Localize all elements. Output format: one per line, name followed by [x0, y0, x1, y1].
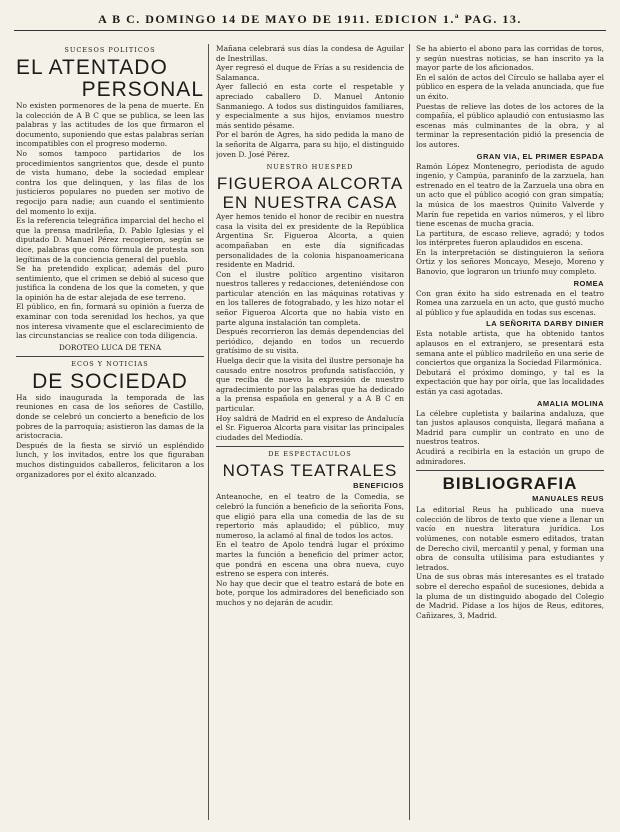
article-paragraph: Esta notable artista, que ha obtenido tantos aplausos en el extranjero, se presentará esta semana ante el público madrileño en una serie de conciertos que organiza la Sociedad Filarmónica. [416, 329, 604, 368]
subhead: MANUALES REUS [532, 494, 604, 504]
article-paragraph: En la interpretación se distinguieron la señora Ortiz y los señores Moncayo, Mesejo, Moreno y Banovio, que lograron un triunfo muy completo. [416, 247, 604, 277]
divider [416, 470, 604, 471]
article-paragraph: En el salón de actos del Círculo se hallaba ayer el público en espera de la velada anunciada, que fue un éxito. [416, 72, 604, 101]
article-paragraph: Mañana celebrará sus días la condesa de Aguilar de Inestrillas. [216, 44, 404, 63]
divider [216, 446, 404, 447]
article-paragraph: Con el ilustre político argentino visitaron nuestros talleres y redacciones, deteniéndose con particular atención en las máquinas rotativas y en los talleres de fotograbado, y les hizo notar el señor Figueroa Alcorta que no había visto en parte alguna instalación tan completa. [216, 269, 404, 327]
article-paragraph: Se ha abierto el abono para las corridas de toros, y según nuestras noticias, se han inscrito ya la mayor parte de los aficionados. [416, 44, 604, 73]
article-paragraph: No hay que decir que el teatro estará de bote en bote, porque los admiradores del beneficiado son muchos y no dejarán de acudir. [216, 578, 404, 607]
article-paragraph: Es la referencia telegráfica imparcial del hecho el que la prensa madrileña, D. Pablo Iglesias y el diputado D. Manuel Pérez recogieron, según se dice, palabras que como fórmula de protesta son legítimas de la conciencia general del pueblo. [16, 216, 204, 264]
column-divider [208, 44, 209, 820]
article-paragraph: Ramón López Montenegro, periodista de agudo ingenio, y Campúa, paraninfo de la zarzuela, han estrenado en el teatro de la Zarzuela una obra en un acto que el público acogió con gran simpatía; la música de los maestros Quinito Valverde y Marín fue repetida en varios números, y el libro tiene escenas de mucha gracia. [416, 161, 604, 229]
subhead: ROMEA [573, 278, 604, 288]
article-paragraph: El público, en fin, formará su opinión a fuerza de examinar con toda serenidad los hechos, ya que nos interesa vivamente que el esclarecimiento de las circunstancias se realice con toda diligencia. [16, 302, 204, 341]
article-paragraph: La célebre cupletista y bailarina andaluza, que tan justos aplausos conquista, llegará mañana a Madrid para cumplir un contrato en uno de nuestros teatros. [416, 408, 604, 447]
headline: BIBLIOGRAFIA [442, 474, 578, 494]
headline: PERSONAL [81, 78, 204, 101]
subhead: AMALIA MOLINA [536, 398, 604, 408]
subhead: GRAN VIA, EL PRIMER ESPADA [476, 151, 604, 161]
article-paragraph: Después recorrieron las demás dependencias del periódico, dejando en todos un recuerdo gratísimo de su visita. [216, 327, 404, 356]
article-paragraph: La partitura, de escaso relieve, agradó; y todos los intérpretes fueron aplaudidos en escena. [416, 228, 604, 248]
signature: DOROTEO LUCA DE TENA [58, 342, 162, 352]
article-paragraph: Con gran éxito ha sido estrenada en el teatro Romea una zarzuela en un acto, que gustó mucho al público y fue aplaudida en todas sus escenas. [416, 288, 604, 317]
article-paragraph: La editorial Reus ha publicado una nueva colección de libros de texto que viene a llenar un vacío en nuestra literatura jurídica. Los volúmenes, con notable esmero editados, tratan de Derecho civil, mercantil y penal, y forman una obra de consulta utilísima para estudiantes y letrados. [416, 505, 604, 572]
article-paragraph: En el teatro de Apolo tendrá lugar el próximo martes la función a beneficio del primer actor, que pondrá en escena una obra nueva, cuyo estreno se espera con interés. [216, 540, 404, 579]
kicker: ECOS Y NOTICIAS [71, 359, 149, 368]
article-paragraph: Ha sido inaugurada la temporada de las reuniones en casa de los señores de Castillo, donde se celebró un concierto a beneficio de los pobres de la parroquia; asistieron las damas de la aristocracia. [16, 392, 204, 441]
headline: EN NUESTRA CASA [222, 193, 398, 213]
kicker: NUESTRO HUESPED [266, 163, 354, 172]
article-paragraph: Acudirá a recibirla en la estación un grupo de admiradores. [416, 446, 604, 466]
article-paragraph: Huelga decir que la visita del ilustre personaje ha causado entre nosotros profunda satisfacción, y que reciba de nuevo la expresión de nuestro agradecimiento por las palabras que ha dedicado a la prensa española en general y a A B C en particular. [216, 356, 404, 413]
article-paragraph: Debutará el próximo domingo, y tal es la expectación que hay por oírla, que las localidades están ya casi agotadas. [416, 367, 604, 396]
column-divider [409, 44, 410, 820]
article-paragraph: Después de la fiesta se sirvió un espléndido lunch, y los invitados, entre los que figuraban muchos distinguidos caballeros, felicitaron a los organizadores por el éxito alcanzado. [16, 440, 204, 479]
headline: EL ATENTADO [16, 56, 168, 79]
article-paragraph: Ayer regresó el duque de Frías a su residencia de Salamanca. [216, 63, 404, 82]
left-column [16, 44, 204, 822]
page-header: A B C. DOMINGO 14 DE MAYO DE 1911. EDICION 1.ª PAG. 13. [98, 12, 522, 26]
middle-column [216, 44, 404, 822]
headline: NOTAS TEATRALES [222, 461, 398, 481]
header-rule [14, 30, 606, 31]
article-paragraph: Ayer hemos tenido el honor de recibir en nuestra casa la visita del ex presidente de la República Argentina Sr. Figueroa Alcorta, a quien acompañaban en este día significadas personalidades de la colonia hispanoamericana residente en Madrid. [216, 212, 404, 270]
subhead: LA SEÑORITA DARBY DINIER [486, 319, 604, 329]
right-column [416, 44, 604, 822]
article-paragraph: Por el barón de Agres, ha sido pedida la mano de la señorita de Algarra, para su hijo, el distinguido joven D. José Pérez. [216, 130, 404, 159]
subhead: BENEFICIOS [353, 481, 404, 491]
article-paragraph: Puestas de relieve las dotes de los actores de la compañía, el público aplaudió con entusiasmo las escenas más culminantes de la obra, y al terminar la representación pidió la presencia de los autores. [416, 101, 604, 149]
kicker: DE ESPECTACULOS [268, 450, 352, 459]
article-paragraph: Hoy saldrá de Madrid en el expreso de Andalucía el Sr. Figueroa Alcorta para visitar las principales ciudades del Mediodía. [216, 413, 404, 442]
article-paragraph: Una de sus obras más interesantes es el tratado sobre el derecho español de sucesiones, debida a la pluma de un distinguido abogado del Colegio de Madrid. Pídase a los hijos de Reus, editores, Cañizares, 3, Madrid. [416, 572, 604, 620]
headline: FIGUEROA ALCORTA [216, 174, 404, 194]
article-paragraph: Anteanoche, en el teatro de la Comedia, se celebró la función a beneficio de la señorita Fons, que eligió para ella una comedia de las de su repertorio más aplaudido; el público, muy numeroso, la aclamó al final de todos los actos. [216, 492, 404, 540]
article-paragraph: Se ha pretendido explicar, además del puro sentimiento, que el crimen se debió al suceso que justifica la condena de los que la cometen, y que la opinión ha de estar alejada de ese terreno. [16, 264, 204, 302]
kicker: SUCESOS POLITICOS [64, 46, 156, 54]
article-paragraph: No somos tampoco partidarios de los procedimientos sangrientos que, desde el punto de vista humano, debe la sociedad emplear contra los que delinquen, y las filas de los justicieros populares no pueden ser motivo de regocijo para nadie; aun cuando el sentimiento del momento lo exija. [16, 148, 204, 216]
article-paragraph: Ayer falleció en esta corte el respetable y apreciado caballero D. Manuel Antonio Sanmaniego. A todos sus distinguidos familiares, y especialmente a sus hijos, enviamos nuestro más sentido pésame. [216, 82, 404, 130]
divider [16, 356, 204, 357]
article-paragraph: No existen pormenores de la pena de muerte. En la colección de A B C que se publica, se leen las palabras y las actitudes de los que firmaron el documento, suponiendo que estas palabras serían incompatibles con el progreso moderno. [16, 101, 204, 149]
headline: DE SOCIEDAD [32, 369, 188, 393]
